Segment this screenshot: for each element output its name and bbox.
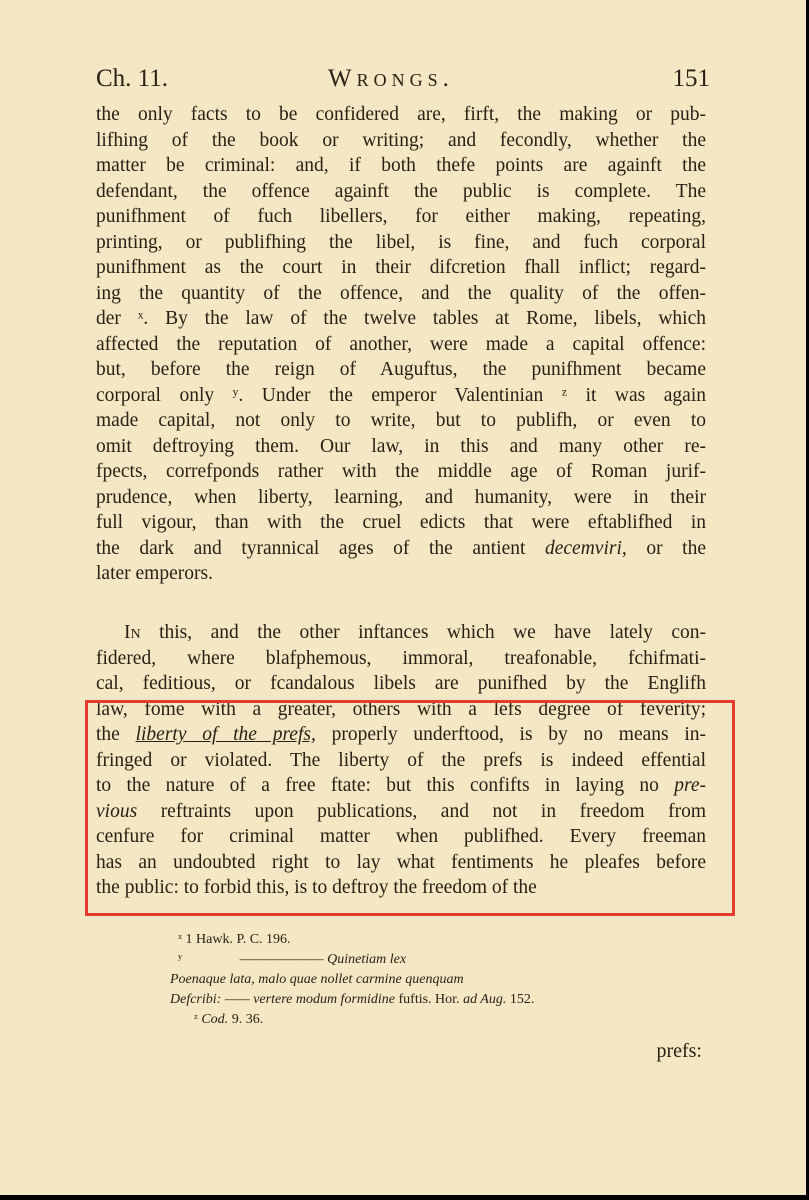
text-line: printing, or publifhing the libel, is fine, and fuch corporal: [96, 231, 706, 253]
text-segment: 152.: [506, 992, 535, 1007]
text-segment: this, and the other inftances which we have lately con-: [140, 622, 706, 643]
running-header: [96, 62, 710, 96]
text-segment: the: [96, 724, 136, 745]
page-number: 151: [672, 65, 710, 92]
highlight-box: [85, 700, 735, 916]
text-line: the public: to forbid this, is to deftroy the freedom of the: [96, 877, 537, 898]
text-segment: or the: [626, 537, 706, 559]
text-line: but, before the reign of Auguftus, the punifhment became: [96, 359, 706, 380]
footnote-quote: Defcribi: —— vertere modum formidine: [170, 992, 395, 1007]
text-line: [96, 620, 706, 646]
text-line: the only facts to be confidered are, firft, the making or pub-: [96, 104, 706, 125]
text-line: made capital, not only to write, but to publifh, or even to: [96, 410, 706, 431]
footnote-x: ˣ 1 Hawk. P. C. 196.: [178, 932, 291, 947]
text-segment: 9. 36.: [228, 1012, 264, 1027]
paragraph-1: [96, 102, 706, 587]
text-line: punifhment as the court in their difcretion fhall inflict; regard-: [96, 257, 706, 278]
text-line: later emperors.: [96, 563, 213, 584]
catchword: prefs:: [656, 1040, 702, 1062]
text-segment: to the nature of a free ftate: but this confifts in laying no: [96, 775, 675, 796]
footnotes: [170, 930, 690, 1030]
text-line: fidered, where blafphemous, immoral, treafonable, fchifmati-: [96, 647, 706, 669]
text-segment: the dark and tyrannical ages of the antient: [96, 537, 526, 559]
text-line: full vigour, than with the cruel edicts that were eftablifhed in: [96, 512, 706, 533]
text-line: has an undoubted right to lay what fentiments he pleafes before: [96, 851, 706, 873]
text-line: prudence, when liberty, learning, and humanity, were in their: [96, 486, 706, 508]
initial-word: In: [124, 622, 141, 643]
text-line: corporal only ʸ. Under the emperor Valentinian ᶻ it was again: [96, 384, 706, 406]
footnote-y-line2: [170, 970, 690, 990]
text-line: punifhment of fuch libellers, for either making, repeating,: [96, 206, 706, 227]
text-segment: reftraints upon publications, and not in freedom from: [137, 800, 706, 822]
chapter-label: Ch. 11.: [96, 65, 168, 92]
footnote-y-line3: [170, 990, 690, 1010]
footnote-work: ad Aug.: [463, 992, 507, 1007]
text-line: omit deftroying them. Our law, in this and many other re-: [96, 435, 706, 457]
running-title: Wrongs.: [328, 65, 454, 92]
footnote-quote: Quinetiam lex: [327, 952, 407, 967]
text-line: ing the quantity of the offence, and the quality of the offen-: [96, 282, 706, 304]
text-line: affected the reputation of another, were made a capital offence:: [96, 333, 706, 355]
text-line: fpects, correfponds rather with the middle age of Roman jurif-: [96, 461, 706, 482]
text-line: cal, feditious, or fcandalous libels are punifhed by the Englifh: [96, 673, 706, 694]
footnote-dash: ——————: [239, 952, 324, 967]
text-line: lifhing of the book or writing; and fecondly, whether the: [96, 129, 706, 151]
text-segment: properly underftood, is by no means in-: [315, 724, 707, 745]
italic-word: pre-: [674, 775, 706, 796]
footnote-quote: Poenaque lata, malo quae nollet carmine quenquam: [170, 972, 464, 987]
footnote-y: [170, 950, 690, 970]
footnote-mark: ʸ: [178, 952, 183, 967]
text-line-with-italic: [96, 536, 706, 562]
text-line: defendant, the offence againft the public is complete. The: [96, 180, 706, 202]
text-line: matter be criminal: and, if both thefe points are againft the: [96, 155, 706, 176]
text-segment: fuftis. Hor.: [395, 992, 464, 1007]
text-line: law, fome with a greater, others with a lefs degree of feverity;: [96, 698, 706, 720]
text-line: cenfure for criminal matter when publifhed. Every freeman: [96, 826, 706, 847]
text-line: der ˣ. By the law of the twelve tables at Rome, libels, which: [96, 308, 706, 329]
italic-word: decemviri,: [545, 537, 627, 559]
footnote-work: Cod.: [201, 1012, 229, 1027]
footnote-mark: ᶻ: [194, 1012, 202, 1027]
text-line: fringed or violated. The liberty of the prefs is indeed effential: [96, 749, 706, 771]
underlined-phrase: liberty of the prefs,: [135, 724, 316, 745]
italic-word: vious: [96, 800, 138, 822]
footnote-z: [170, 1010, 690, 1030]
